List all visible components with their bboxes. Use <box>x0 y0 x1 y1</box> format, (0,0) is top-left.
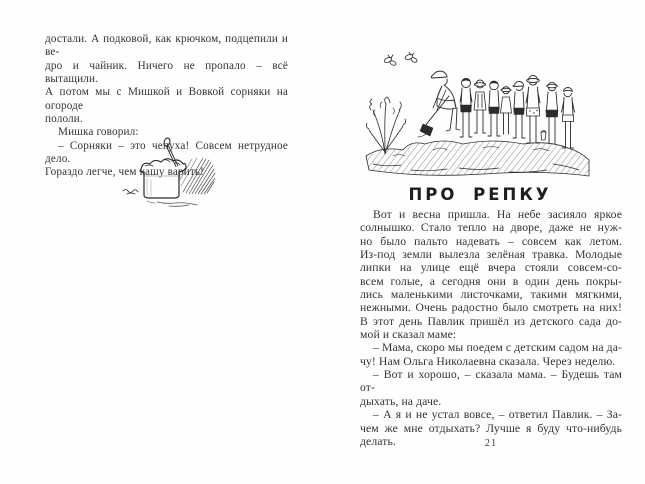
text-line: – А я и не устал вовсе, – ответил Павлик. – За- <box>373 408 622 422</box>
bush-icon <box>366 97 405 154</box>
text-line: Мишка говорил: <box>58 126 139 139</box>
text-line: мой и сказал маме: <box>360 328 457 342</box>
pot-icon <box>140 168 186 198</box>
text-line: солнышко. Стало тепло на дворе, даже не нуж- <box>360 221 622 235</box>
text-line: А потом мы с Мишкой и Вовкой сорняки на огороде <box>45 86 288 112</box>
text-line: достали. А подковой, как крючком, подцепили и ве- <box>45 33 288 59</box>
text-line: Вот и весна пришла. На небе засияло яркое <box>373 208 622 221</box>
text-line: лись маленькими листочками, такими мягкими, <box>360 288 622 302</box>
text-line: – Вот и хорошо, – сказала мама. – Будешь там от- <box>360 368 622 395</box>
text-line: В этот день Павлик пришёл из детского сада до- <box>360 314 622 328</box>
text-line: Гораздо легче, чем кашу варить! <box>45 166 205 179</box>
butterfly-icon <box>383 52 417 66</box>
text-line: – Сорняки – это чепуха! Совсем нетрудное дело. <box>45 139 288 166</box>
right-page-text <box>360 208 622 448</box>
spoon-icon <box>163 137 178 166</box>
text-line: делать. <box>360 434 396 448</box>
text-line: дыхать, на даче. <box>360 394 442 408</box>
text-line: но было пальто надевать – совсем как летом. <box>360 234 622 248</box>
text-line: Из-под земли вылезла зелёная травка. Молодые <box>360 248 622 262</box>
pot-illustration <box>117 136 223 210</box>
children-group <box>460 76 575 149</box>
text-line: всем голые, а сегодня они в один день покры- <box>360 274 622 288</box>
garden-illustration <box>363 52 593 184</box>
text-line: липки на улице ещё вчера стояли совсем-со- <box>360 261 622 275</box>
text-line: дро и чайник. Ничего не пропало – всё вытащили. <box>45 59 288 86</box>
text-line: пололи. <box>45 113 83 126</box>
text-line: – Мама, скоро мы поедем с детским садом на да- <box>373 341 622 355</box>
text-line: нежными. Очень радостно было смотреть на них! <box>360 301 622 315</box>
garden-bed <box>366 141 589 176</box>
chapter-title: ПРО РЕПКУ <box>408 185 552 204</box>
page-number: 21 <box>484 438 498 449</box>
text-line: чу! Нам Ольга Николаевна сказала. Через неделю. <box>360 354 616 368</box>
digging-boy <box>418 71 460 137</box>
text-line: чем же мне отдыхать? Лучше я буду что-нибудь <box>360 421 622 435</box>
